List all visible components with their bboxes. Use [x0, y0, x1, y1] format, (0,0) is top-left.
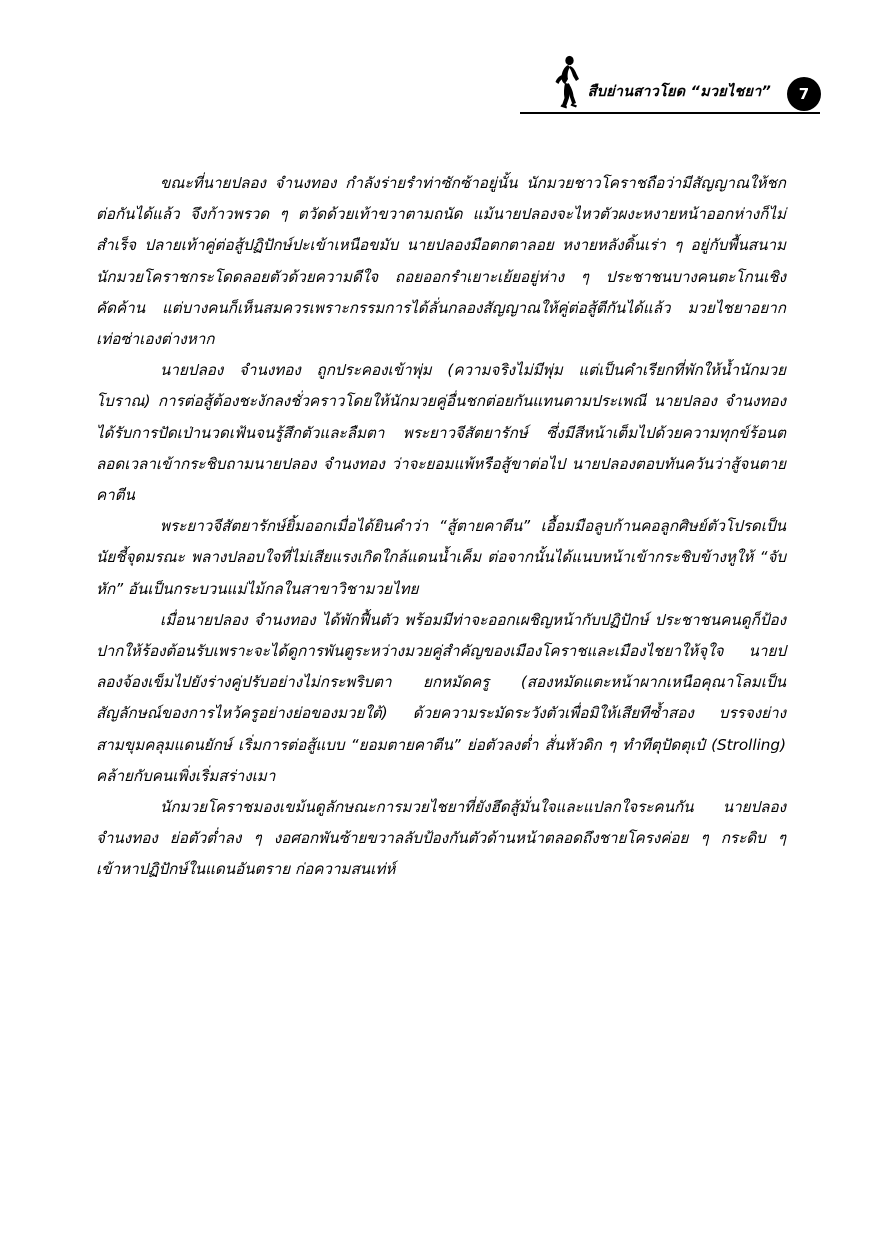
- page-number-badge: 7: [787, 77, 821, 111]
- running-man-icon: [554, 55, 580, 109]
- page-header: [0, 55, 877, 125]
- header-title: สืบย่านสาวโยด “มวยไชยา”: [587, 84, 771, 100]
- body-content: [96, 168, 786, 886]
- header-divider: [520, 112, 820, 114]
- paragraph: เมื่อนายปลอง จำนงทอง ได้พักฟื้นตัว พร้อมมีท่าจะออกเผชิญหน้ากับปฏิปักษ์ ประชาชนคนดูก็ป้องปากให้ร้องต้อนรับเพราะจะได้ดูการพันตูระหว่างมวยคู่สำคัญของเมืองโคราชและเมืองไชยาให้จุใจ นายปลองจ้องเข็มไปยังร่างคู่ปรับอย่างไม่กระพริบตา ยกหมัดครู (สองหมัดแตะหน้าผากเหนือคุณาโลมเป็นสัญลักษณ์ของการไหว้ครูอย่างย่อของมวยใต้) ด้วยความระมัดระวังตัวเพื่อมิให้เสียทีซ้ำสอง บรรจงย่างสามขุมคลุมแดนยักษ์ เริ่มการต่อสู้แบบ “ยอมตายคาตีน” ย่อตัวลงต่ำ สั่นหัวดิก ๆ ทำทีตุปัดตุเป๋ (Strolling) คล้ายกับคนเพิ่งเริ่มสร่างเมา: [96, 610, 786, 785]
- paragraph: พระยาวจีสัตยารักษ์ยิ้มออกเมื่อได้ยินคำว่า “สู้ตายคาตีน” เอื้อมมือลูบก้านคอลูกศิษย์ตัวโปรดเป็นนัยชี้จุดมรณะ พลางปลอบใจที่ไม่เสียแรงเกิดใกล้แดนน้ำเค็ม ต่อจากนั้นได้แนบหน้าเข้ากระชิบข้างหูให้ “จับหัก” อันเป็นกระบวนแม่ไม้กลในสาขาวิชามวยไทย: [96, 517, 786, 598]
- paragraph: นายปลอง จำนงทอง ถูกประคองเข้าพุ่ม (ความจริงไม่มีพุ่ม แต่เป็นคำเรียกที่พักให้น้ำนักมวยโบราณ) การต่อสู้ต้องชะงักลงชั่วคราวโดยให้นักมวยคู่อื่นชกต่อยกันแทนตามประเพณี นายปลอง จำนงทอง ได้รับการปัดเป่านวดเฟ้นจนรู้สึกตัวและลืมตา พระยาวจีสัตยารักษ์ ซึ่งมีสีหน้าเต็มไปด้วยความทุกข์ร้อนตลอดเวลาเข้ากระชิบถามนายปลอง จำนงทอง ว่าจะยอมแพ้หรือสู้ขาต่อไป นายปลองตอบทันควันว่าสู้จนตายคาตีน: [96, 361, 786, 505]
- header-inner: [554, 55, 821, 107]
- paragraph: ขณะที่นายปลอง จำนงทอง กำลังร่ายรำท่าซักซ้าอยู่นั้น นักมวยชาวโคราชถือว่ามีสัญญาณให้ชกต่อกันได้แล้ว จึงก้าวพรวด ๆ ตวัดด้วยเท้าขวาตามถนัด แม้นายปลองจะไหวตัวผงะหงายหน้าออกห่างก็ไม่สำเร็จ ปลายเท้าคู่ต่อสู้ปฏิปักษ์ปะเข้าเหนือขมับ นายปลองมือตกตาลอย หงายหลังดิ้นเร่า ๆ อยู่กับพื้นสนาม นักมวยโคราชกระโดดลอยตัวด้วยความดีใจ ถอยออกรำเยาะเย้ยอยู่ห่าง ๆ ประชาชนบางคนตะโกนเชิงคัดค้าน แต่บางคนก็เห็นสมควรเพราะกรรมการได้ลั่นกลองสัญญาณให้คู่ต่อสู้ตีกันได้แล้ว มวยไชยาอยากเท่อซ่าเองต่างหาก: [96, 174, 786, 349]
- paragraph: นักมวยโคราชมองเขม้นดูลักษณะการมวยไชยาที่ยังฮึดสู้มั่นใจและแปลกใจระคนกัน นายปลอง จำนงทอง ย่อตัวต่ำลง ๆ งอศอกพันซ้ายขวาลลับป้องกันตัวด้านหน้าตลอดถึงชายโครงค่อย ๆ กระดิบ ๆ เข้าหาปฏิปักษ์ในแดนอันตราย ก่อความสนเท่ห์: [96, 798, 786, 879]
